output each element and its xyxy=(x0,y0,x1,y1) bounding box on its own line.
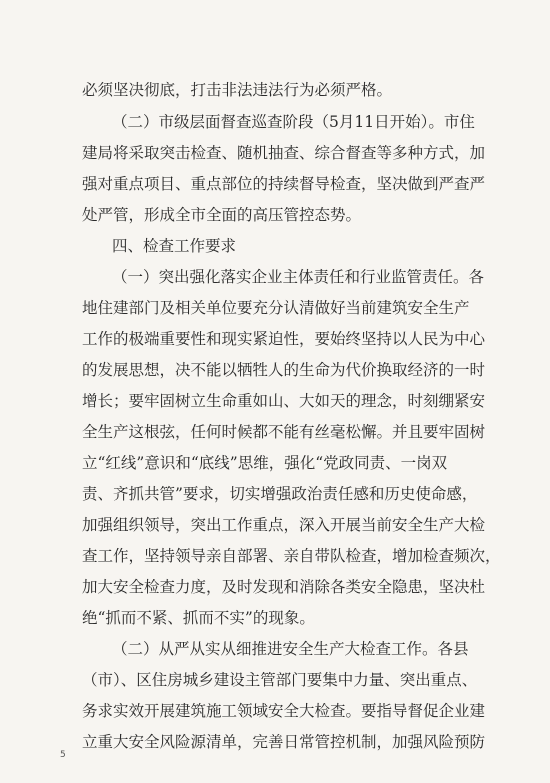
text-line-14: 责、齐抓共管”要求，切实增强政治责任感和历史使命感， xyxy=(82,485,478,503)
text-line-3: 建局将采取突击检查、随机抽查、综合督查等多种方式，加 xyxy=(82,144,486,162)
text-line-4: 强对重点项目、重点部位的持续督导检查，坚决做到严查严 xyxy=(82,175,486,193)
section-heading: 四、检查工作要求 xyxy=(112,237,237,255)
page-number: 5 xyxy=(60,750,66,760)
text-line-5: 处严管，形成全市全面的高压管控态势。 xyxy=(82,206,362,224)
text-line-17: 加大安全检查力度，及时发现和消除各类安全隐患，坚决杜 xyxy=(82,578,486,596)
text-line-18: 绝“抓而不紧、抓而不实”的现象。 xyxy=(82,609,315,627)
text-line-19: （二）从严从实从细推进安全生产大检查工作。各县 xyxy=(112,640,469,658)
text-line-15: 加强组织领导，突出工作重点，深入开展当前安全生产大检 xyxy=(82,516,486,534)
text-line-12: 全生产这根弦，任何时候都不能有丝毫松懈。并且要牢固树 xyxy=(82,423,486,441)
text-line-9: 工作的极端重要性和现实紧迫性，要始终坚持以人民为中心 xyxy=(82,330,486,348)
text-line-7: （一）突出强化落实企业主体责任和行业监管责任。各 xyxy=(112,268,485,286)
text-line-2: （二）市级层面督查巡查阶段（5月11日开始）。市住 xyxy=(112,113,475,131)
text-line-22: 立重大安全风险源清单，完善日常管控机制，加强风险预防 xyxy=(82,733,486,751)
text-line-20: （市）、区住房城乡建设主管部门要集中力量、突出重点、 xyxy=(82,671,478,689)
text-line-16: 查工作，坚持领导亲自部署、亲自带队检查，增加检查频次， xyxy=(82,547,501,565)
text-line-8: 地住建部门及相关单位要充分认清做好当前建筑安全生产 xyxy=(82,299,470,317)
text-line-11: 增长；要牢固树立生命重如山、大如天的理念，时刻绷紧安 xyxy=(82,392,486,410)
text-line-10: 的发展思想，决不能以牺牲人的生命为代价换取经济的一时 xyxy=(82,361,486,379)
text-line-1: 必须坚决彻底，打击非法违法行为必须严格。 xyxy=(82,81,393,99)
text-line-21: 务求实效开展建筑施工领域安全大检查。要指导督促企业建 xyxy=(82,702,486,720)
text-line-13: 立“红线”意识和“底线”思维，强化“党政同责、一岗双 xyxy=(82,454,448,472)
